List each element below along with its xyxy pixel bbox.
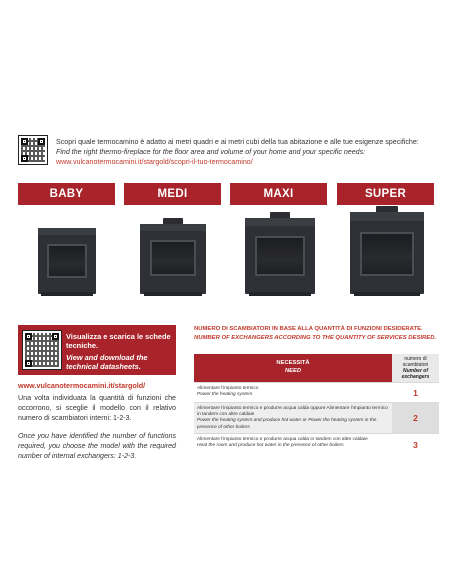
table-title-en: NUMBER OF EXCHANGERS ACCORDING TO THE QUANTITY OF SERVICES DESIRED. [194,334,437,341]
row-it: Alimentare l'impianto termico e produrre acqua calda oppure Alimentare l'impianto termico in tandem con altre caldaie [197,406,388,418]
table-row [194,382,439,402]
datasheet-title-it: Visualizza e scarica le schede tecniche. [66,332,171,351]
fireplace-medi-image [140,218,206,298]
selection-text-it: Una volta individuata la quantità di funzioni che occorrono, si sceglie il modello con il relativo numero di scambiatori interni: 1-2-3. [18,394,176,422]
row-text [194,403,392,433]
intro-line-it: Scopri quale termocamino è adatto ai metri quadri e ai metri cubi della tua abitazione e alle tue esigenze specifiche: [56,138,419,146]
model-tab-super: SUPER [337,183,434,205]
qr-code-icon[interactable] [22,330,62,370]
row-it: Alimentare l'impianto termico [197,386,259,391]
model-tab-medi: MEDI [124,183,221,205]
header-num-it: numero di scambiatori [402,355,429,368]
intro-link[interactable]: www.vulcanotermocamini.it/stargold/scopri-il-tuo-termocamino/ [56,157,253,166]
row-exchanger-count: 3 [413,439,418,450]
row-en: Power the heating system and produce hot water or Power the heating system in the presence of other boilers [197,418,377,430]
header-need-it: NECESSITÀ [276,360,310,367]
qr-code-icon[interactable] [18,135,48,165]
selection-text-en: Once you have identified the number of functions required, you choose the model with the required number of internal exchangers: 1-2-3. [18,432,176,460]
model-tab-maxi: MAXI [230,183,327,205]
exchangers-table [194,354,439,455]
row-en: Power the heating system [197,392,253,398]
exchangers-table-title [194,325,439,343]
intro-text [56,138,446,167]
header-need [194,354,392,382]
table-header [194,354,439,382]
fireplace-maxi-image [245,212,315,298]
fireplace-baby-image [38,228,96,298]
row-text [194,434,392,455]
model-tab-baby: BABY [18,183,115,205]
header-number [392,354,439,382]
table-row [194,433,439,455]
fireplace-super-image [350,206,424,298]
table-row [194,402,439,433]
row-exchanger-count: 1 [413,387,418,398]
datasheet-link[interactable]: www.vulcanotermocamini.it/stargold/ [18,381,146,390]
intro-line-en: Find the right thermo-fireplace for the floor area and volume of your home and your specific needs: [56,147,366,156]
header-need-en: NEED [284,368,302,374]
row-it: Alimentare l'impianto termico e produrre acqua calda in tandem con altre caldaie [197,437,368,442]
row-text [194,383,392,402]
datasheet-title-en: View and download the technical datasheets. [66,353,148,372]
datasheet-download-box[interactable] [18,325,176,375]
row-en: Heat the room and produce hot water in the presence of other boilers [197,443,344,449]
header-num-en: Number of exchangers [401,368,430,381]
table-title-it: NUMERO DI SCAMBIATORI IN BASE ALLA QUANTITÀ DI FUNZIONI DESIDERATE. [194,326,423,332]
row-exchanger-count: 2 [392,403,439,433]
